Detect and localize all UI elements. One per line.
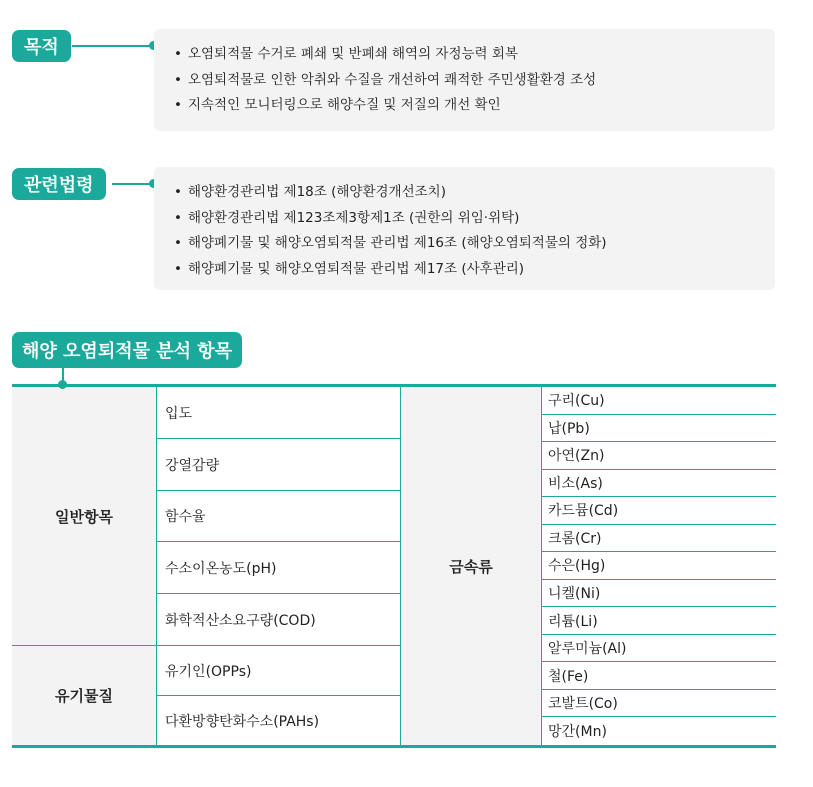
sub-item: 화학적산소요구량(COD) (157, 594, 400, 645)
sub-item: 다환방향탄화수소(PAHs) (157, 696, 400, 745)
purpose-box (154, 29, 775, 131)
metal-item: 니켈(Ni) (542, 580, 776, 607)
purpose-tag: 목적 (12, 30, 71, 62)
metal-item: 코발트(Co) (542, 690, 776, 717)
metal-item: 비소(As) (542, 470, 776, 497)
laws-connector (112, 183, 152, 185)
sub-item: 수소이온농도(pH) (157, 542, 400, 593)
category-metals: 금속류 (401, 387, 541, 745)
law-item: • 해양환경관리법 제123조제3항제1조 (권한의 위임·위탁) (174, 206, 775, 232)
metal-item: 철(Fe) (542, 662, 776, 689)
law-item: • 해양환경관리법 제18조 (해양환경개선조치) (174, 180, 775, 206)
category-organic: 유기물질 (12, 646, 156, 745)
analysis-connector-dot (58, 380, 67, 389)
purpose-item: • 오염퇴적물 수거로 폐쇄 및 반폐쇄 해역의 자정능력 회복 (174, 42, 775, 68)
law-item: • 해양폐기물 및 해양오염퇴적물 관리법 제17조 (사후관리) (174, 257, 775, 283)
laws-box (154, 167, 775, 290)
row-divider (12, 645, 156, 646)
purpose-item: • 오염퇴적물로 인한 악취와 수질을 개선하여 쾌적한 주민생활환경 조성 (174, 68, 775, 94)
metal-item: 아연(Zn) (542, 442, 776, 469)
law-item: • 해양폐기물 및 해양오염퇴적물 관리법 제16조 (해양오염퇴적물의 정화) (174, 231, 775, 257)
purpose-item: • 지속적인 모니터링으로 해양수질 및 저질의 개선 확인 (174, 93, 775, 119)
purpose-connector (72, 45, 152, 47)
laws-tag: 관련법령 (12, 168, 106, 200)
sub-item: 함수율 (157, 491, 400, 541)
table-bottom-border (12, 745, 776, 748)
col-divider (156, 387, 157, 745)
sub-item: 입도 (157, 387, 400, 438)
metal-item: 망간(Mn) (542, 717, 776, 744)
col-divider (400, 387, 401, 745)
metal-item: 구리(Cu) (542, 387, 776, 414)
sub-item: 강열감량 (157, 439, 400, 490)
metal-item: 카드뮴(Cd) (542, 497, 776, 524)
analysis-table (12, 384, 776, 748)
category-general: 일반항목 (12, 387, 156, 645)
metal-item: 알루미늄(Al) (542, 635, 776, 662)
sub-item: 유기인(OPPs) (157, 646, 400, 695)
metal-item: 리튬(Li) (542, 607, 776, 634)
analysis-tag: 해양 오염퇴적물 분석 항목 (12, 332, 242, 368)
metal-item: 수은(Hg) (542, 552, 776, 579)
metal-item: 납(Pb) (542, 415, 776, 442)
metal-item: 크롬(Cr) (542, 525, 776, 552)
